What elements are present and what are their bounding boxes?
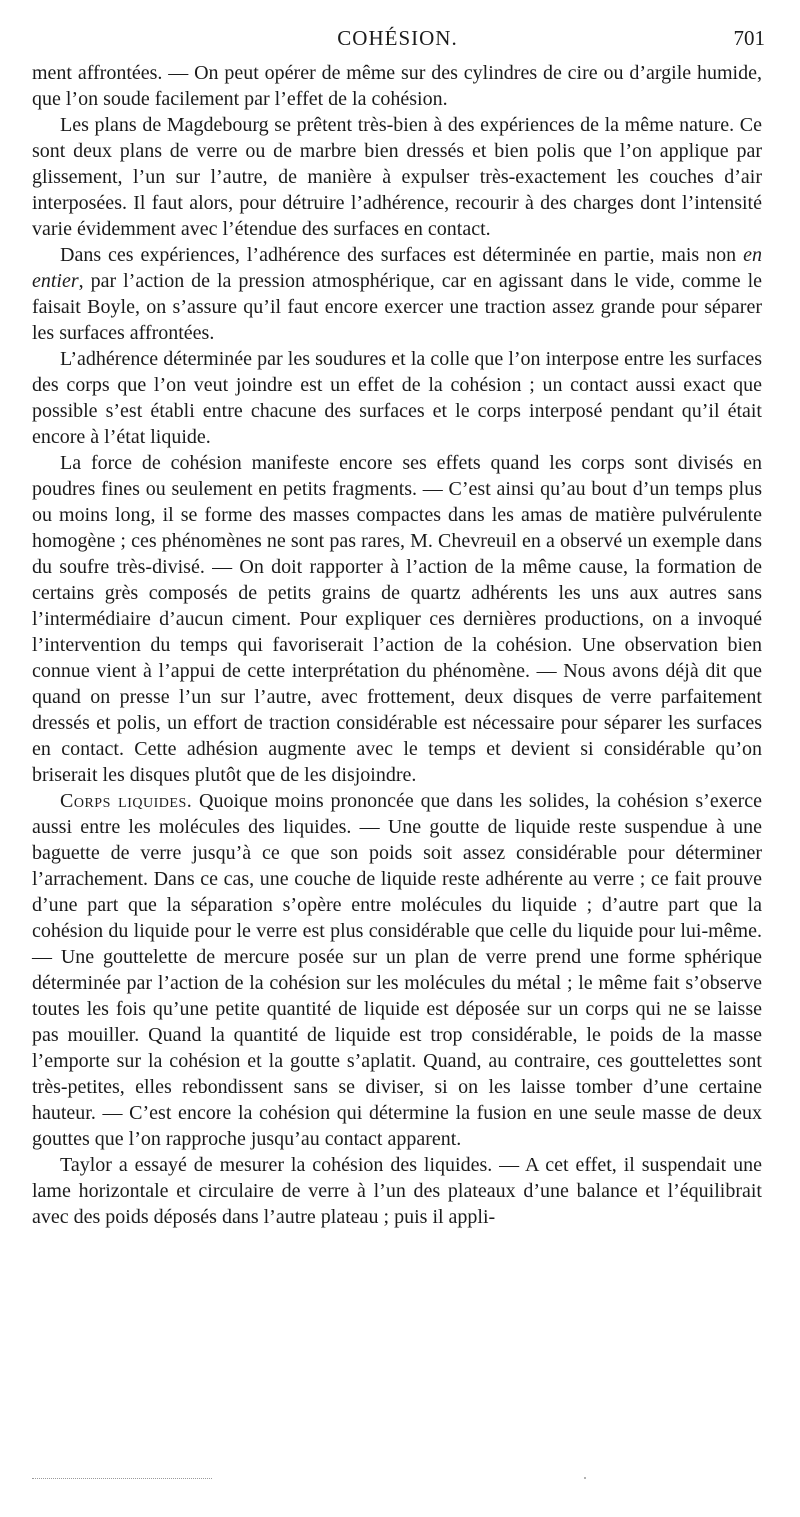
section-heading-corps-liquides: Corps liquides.	[60, 790, 193, 812]
paragraph-pression	[32, 242, 762, 346]
paragraph-corps-liquides-text: Quoique moins prononcée que dans les solides, la cohésion s’exerce aussi entre les molécules des liquides. — Une goutte de liquide reste suspendue à une baguette de verre jusqu’à ce que son poids soit assez considérable pour déterminer l’arrachement. Dans ce cas, une couche de liquide reste adhérente au verre ; ce fait prouve d’une part que la séparation s’opère entre molécules du liquide ; d’autre part que la cohésion du liquide pour le verre est plus considérable que celle du liquide pour lui-même. — Une gouttelette de mercure posée sur un plan de verre prend une forme sphérique déterminée par l’action de la cohésion sur les molécules du métal ; le même fait s’observe toutes les fois qu’une petite quantité de liquide est déposée sur un corps qui ne se laisse pas mouiller. Quand la quantité de liquide est trop considérable, le poids de la masse l’emporte sur la cohésion et la goutte s’aplatit. Quand, au contraire, ces gouttelettes sont très-petites, elles rebondissent sans se diviser, si on les laisse tomber d’une certaine hauteur. — C’est encore la cohésion qui détermine la fusion en une seule masse de deux gouttes que l’on rapproche jusqu’au contact apparent.	[32, 790, 763, 1150]
paragraph-pression-start: Dans ces expériences, l’adhérence des surfaces est déterminée en partie, mais non	[60, 244, 744, 266]
page-header	[30, 22, 765, 52]
paragraph-corps-liquides	[32, 788, 762, 1152]
paragraph-continuation: ment affrontées. — On peut opérer de même sur des cylindres de cire ou d’argile humide, que l’on soude facilement par l’effet de la cohésion.	[32, 62, 762, 110]
footer-rule	[32, 1478, 212, 1479]
emphasis-en-entier: en entier	[32, 244, 762, 292]
paragraph-taylor: Taylor a essayé de mesurer la cohésion des liquides. — A cet effet, il suspendait une lame horizontale et circulaire de verre à l’un des plateaux d’une balance et l’équilibrait avec des poids déposés dans l’autre plateau ; puis il appli-	[32, 1154, 762, 1228]
body-text	[32, 60, 762, 1230]
paragraph-magdebourg: Les plans de Magdebourg se prêtent très-bien à des expériences de la même nature. Ce sont deux plans de verre ou de marbre bien dressés et bien polis que l’on applique par glissement, l’un sur l’autre, de manière à expulser très-exactement les couches d’air interposées. Il faut alors, pour détruire l’adhérence, recourir à des charges dont l’intensité varie évidemment avec l’étendue des surfaces en contact.	[32, 114, 762, 240]
paragraph-poudres: La force de cohésion manifeste encore ses effets quand les corps sont divisés en poudres fines ou seulement en petits fragments. — C’est ainsi qu’au bout d’un temps plus ou moins long, il se forme des masses compactes dans les amas de matière pulvérulente homogène ; ces phénomènes ne sont pas rares, M. Chevreuil en a observé un exemple dans du soufre très-divisé. — On doit rapporter à l’action de la même cause, la formation de certains grès composés de petits grains de quartz adhérents les uns aux autres sans l’intermédiaire d’aucun ciment. Pour expliquer ces dernières productions, on a invoqué l’intervention du temps qui favoriserait l’action de la cohésion. Une observation bien connue vient à l’appui de cette interprétation du phénomène. — Nous avons déjà dit que quand on presse l’un sur l’autre, avec frottement, deux disques de verre parfaitement dressés et polis, un effort de traction considérable est nécessaire pour séparer les surfaces en contact. Cette adhésion augmente avec le temps et devient si considérable qu’on briserait les disques plutôt que de les disjoindre.	[32, 452, 762, 786]
paragraph-pression-end: , par l’action de la pression atmosphérique, car en agissant dans le vide, comme le faisait Boyle, on s’assure qu’il faut encore exercer une traction assez grande pour séparer les surfaces affrontées.	[32, 270, 762, 344]
page-number: 701	[733, 26, 765, 50]
paragraph-soudures: L’adhérence déterminée par les soudures et la colle que l’on interpose entre les surfaces des corps que l’on veut joindre est un effet de la cohésion ; un contact aussi exact que possible s’est établi entre chacune des surfaces et le corps interposé pendant qu’il était encore à l’état liquide.	[32, 348, 762, 448]
running-title: COHÉSION.	[337, 26, 458, 50]
footer-dot	[584, 1477, 586, 1479]
